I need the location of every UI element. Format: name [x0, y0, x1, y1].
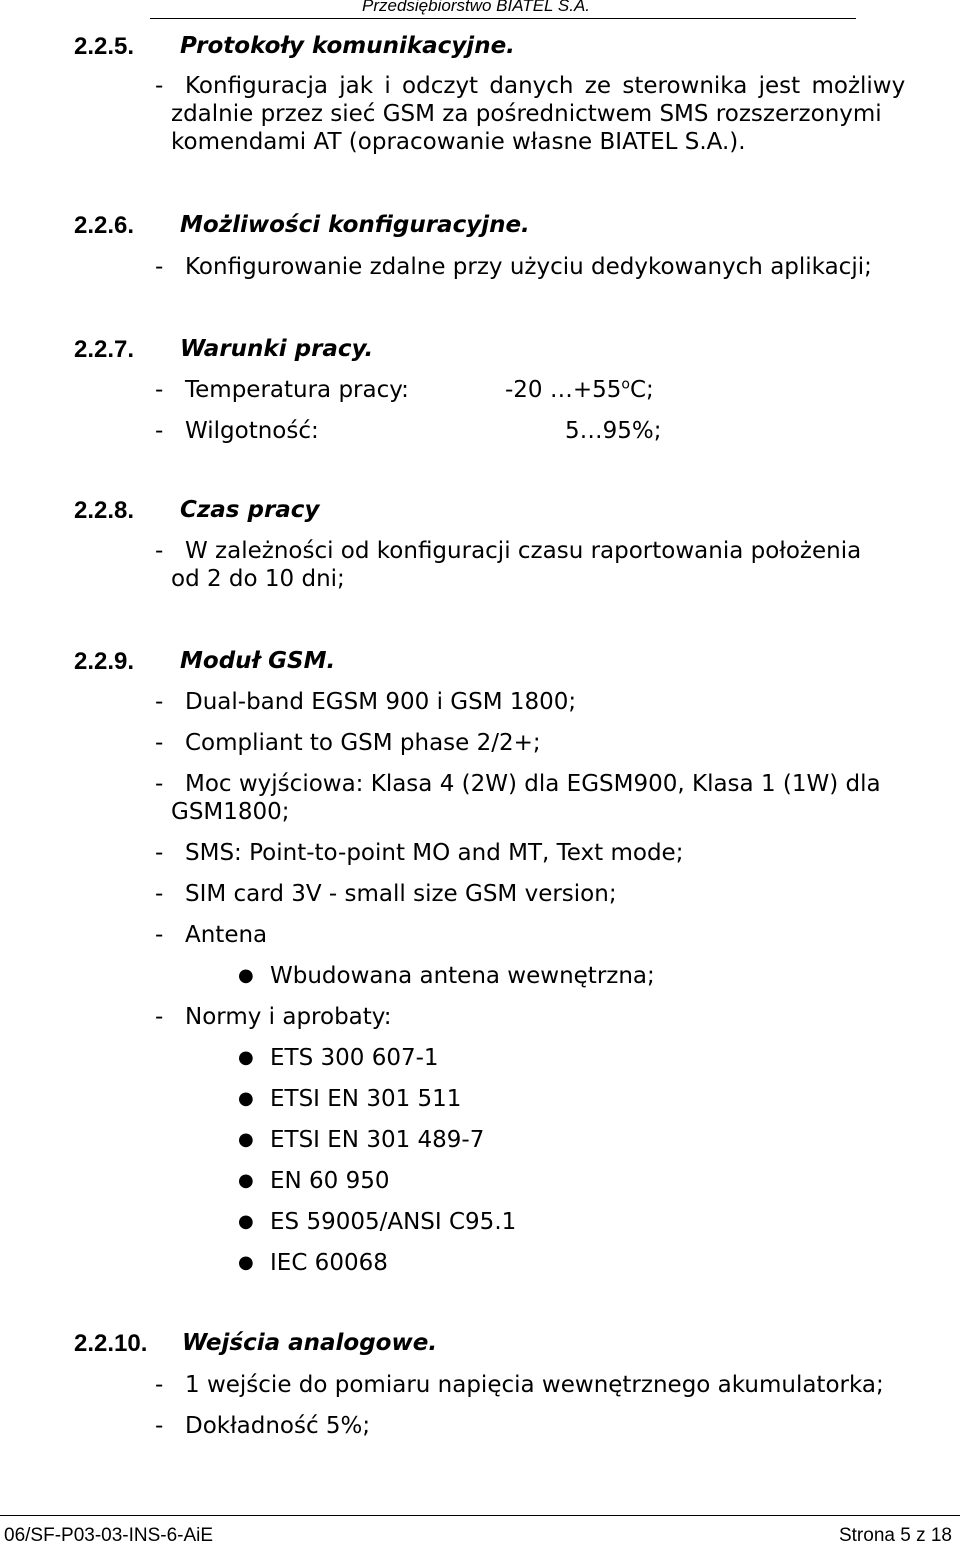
section-title: Możliwości konfiguracyjne.: [180, 212, 530, 238]
section-number: 2.2.9.: [74, 648, 135, 675]
dash-marker: -: [155, 771, 164, 797]
humidity-value: 5…95%;: [565, 418, 662, 444]
dash-marker: -: [155, 418, 164, 444]
temperature-unit: C;: [630, 377, 654, 403]
bullet-item: ES 59005/ANSI C95.1: [270, 1209, 517, 1235]
dash-marker: -: [155, 840, 164, 866]
bullet-icon: ●: [238, 1170, 254, 1191]
list-item: Moc wyjściowa: Klasa 4 (2W) dla EGSM900, Klasa 1 (1W) dla: [185, 771, 881, 797]
section-title: Protokoły komunikacyjne.: [180, 33, 515, 59]
list-item: Dual-band EGSM 900 i GSM 1800;: [185, 689, 577, 715]
paragraph-line: od 2 do 10 dni;: [171, 566, 345, 592]
section-number: 2.2.10.: [74, 1330, 148, 1357]
dash-marker: -: [155, 538, 164, 564]
list-item: Compliant to GSM phase 2/2+;: [185, 730, 541, 756]
list-item: Dokładność 5%;: [185, 1413, 371, 1439]
paragraph-line: zdalnie przez sieć GSM za pośrednictwem SMS rozszerzonymi: [171, 101, 882, 127]
bullet-icon: ●: [238, 1129, 254, 1150]
list-item: SIM card 3V - small size GSM version;: [185, 881, 617, 907]
header-rule: [150, 18, 856, 19]
bullet-icon: ●: [238, 1088, 254, 1109]
section-title: Moduł GSM.: [180, 648, 336, 674]
bullet-icon: ●: [238, 1211, 254, 1232]
dash-marker: -: [155, 730, 164, 756]
dash-marker: -: [155, 377, 164, 403]
bullet-icon: ●: [238, 965, 254, 986]
dash-marker: -: [155, 254, 164, 280]
bullet-icon: ●: [238, 1252, 254, 1273]
degree-mark: o: [621, 376, 630, 393]
dash-marker: -: [155, 1372, 164, 1398]
section-number: 2.2.7.: [74, 336, 135, 363]
footer-page-number: Strona 5 z 18: [838, 1525, 952, 1546]
dash-marker: -: [155, 1413, 164, 1439]
section-number: 2.2.6.: [74, 212, 135, 239]
footer-rule: [0, 1515, 960, 1516]
bullet-item: ETS 300 607-1: [270, 1045, 439, 1071]
dash-marker: -: [155, 881, 164, 907]
section-title: Warunki pracy.: [180, 336, 374, 362]
bullet-item: IEC 60068: [270, 1250, 388, 1276]
footer-doc-code: 06/SF-P03-03-INS-6-AiE: [4, 1525, 214, 1546]
temperature-value: [505, 377, 654, 403]
paragraph-line: W zależności od konfiguracji czasu raportowania położenia: [185, 538, 862, 564]
header-company: Przedsiębiorstwo BIATEL S.A.: [362, 0, 591, 15]
list-item: SMS: Point-to-point MO and MT, Text mode;: [185, 840, 684, 866]
section-number: 2.2.5.: [74, 33, 135, 60]
temperature-range: -20 …+55: [505, 377, 622, 403]
dash-marker: -: [155, 1004, 164, 1030]
paragraph-line: Konfiguracja jak i odczyt danych ze sterownika jest możliwy: [185, 73, 906, 99]
bullet-icon: ●: [238, 1047, 254, 1068]
list-item: Konfigurowanie zdalne przy użyciu dedykowanych aplikacji;: [185, 254, 872, 280]
list-item: 1 wejście do pomiaru napięcia wewnętrznego akumulatorka;: [185, 1372, 884, 1398]
dash-marker: -: [155, 73, 164, 99]
list-item: Antena: [185, 922, 268, 948]
section-title: Wejścia analogowe.: [182, 1330, 438, 1356]
bullet-item: EN 60 950: [270, 1168, 390, 1194]
section-title: Czas pracy: [180, 497, 320, 523]
bullet-item: ETSI EN 301 511: [270, 1086, 462, 1112]
list-item-continuation: GSM1800;: [171, 799, 290, 825]
condition-label: Temperatura pracy:: [185, 377, 409, 403]
list-item: Normy i aprobaty:: [185, 1004, 392, 1030]
bullet-item: ETSI EN 301 489-7: [270, 1127, 485, 1153]
paragraph-line: komendami AT (opracowanie własne BIATEL S.A.).: [171, 129, 746, 155]
dash-marker: -: [155, 922, 164, 948]
section-number: 2.2.8.: [74, 497, 135, 524]
bullet-item: Wbudowana antena wewnętrzna;: [270, 963, 655, 989]
condition-label: Wilgotność:: [185, 418, 319, 444]
dash-marker: -: [155, 689, 164, 715]
